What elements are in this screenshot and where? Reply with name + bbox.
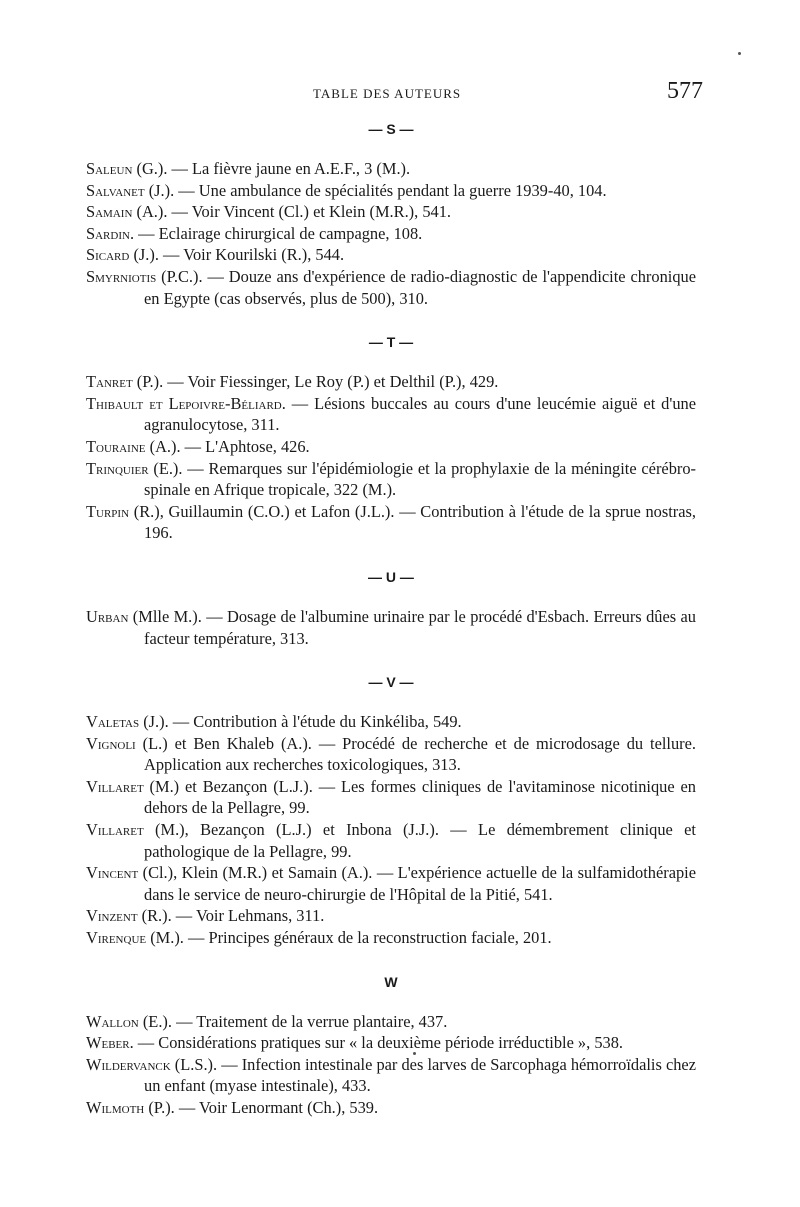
entry-text: . — Lésions buccales au cours d'une leucémie aiguë et d'une agranulocytose, 311. bbox=[144, 393, 696, 435]
index-entry bbox=[86, 862, 696, 905]
entry-text: (E.). — Traitement de la verrue plantaire, 437. bbox=[138, 1011, 448, 1031]
author-name: Weber bbox=[86, 1033, 130, 1053]
index-entry bbox=[86, 1097, 696, 1119]
entry-text: (Cl.), Klein (M.R.) et Samain (A.). — L'expérience actuelle de la sulfamidothérapie dans le service de neuro-chirurgie de l'Hôpital de la Pitié, 541. bbox=[138, 863, 696, 904]
author-name: Touraine bbox=[86, 436, 146, 456]
running-head: TABLE DES AUTEURS bbox=[313, 86, 462, 101]
author-name: Saleun bbox=[86, 159, 133, 178]
entry-text: . — Eclairage chirurgical de campagne, 108. bbox=[129, 223, 423, 243]
entry-text: (M.), Bezançon (L.J.) et Inbona (J.J.). — Le démembrement clinique et pathologique de la Pellagre, 99. bbox=[143, 820, 696, 861]
author-name: Smyrniotis bbox=[86, 266, 157, 286]
author-name: Urban bbox=[86, 606, 129, 626]
section-heading-s: — S — bbox=[368, 121, 414, 137]
paper-speck bbox=[413, 1052, 416, 1055]
index-entry bbox=[86, 371, 696, 393]
entry-text: (L.S.). — Infection intestinale par des larves de Sarcophaga hémorroïdalis chez un enfant (myase intestinale), 433. bbox=[144, 1054, 696, 1096]
entry-text: (J.). — Contribution à l'étude du Kinkéliba, 549. bbox=[139, 712, 462, 732]
index-entry bbox=[86, 711, 696, 733]
author-name: Villaret bbox=[86, 776, 144, 796]
author-name: Vinzent bbox=[86, 906, 138, 926]
index-entry bbox=[86, 733, 696, 776]
section-s-entries bbox=[86, 158, 696, 309]
author-name: Valetas bbox=[86, 712, 140, 732]
entry-text: (P.C.). — Douze ans d'expérience de radio-diagnostic de l'appendicite chronique en Egypte (cas observés, plus de 500), 310. bbox=[144, 266, 696, 308]
index-entry bbox=[86, 393, 696, 436]
section-heading-w: W bbox=[384, 973, 398, 990]
paper-speck bbox=[738, 52, 741, 55]
author-name: Thibault et Lepoivre-Béliard bbox=[86, 393, 282, 413]
entry-text: (L.) et Ben Khaleb (A.). — Procédé de recherche et de microdosage du tellure. Application aux recherches toxicologiques, 313. bbox=[135, 733, 696, 775]
author-name: Sardin bbox=[86, 223, 130, 243]
author-name: Turpin bbox=[86, 501, 130, 521]
author-name: Wildervanck bbox=[86, 1054, 171, 1074]
author-name: Villaret bbox=[86, 820, 144, 840]
author-name: Virenque bbox=[86, 928, 147, 948]
entry-text: (P.). — Voir Fiessinger, Le Roy (P.) et Delthil (P.), 429. bbox=[132, 372, 499, 392]
index-entry bbox=[86, 201, 696, 223]
entry-text: (R.). — Voir Lehmans, 311. bbox=[137, 906, 325, 926]
page-number: 577 bbox=[667, 78, 703, 104]
index-entry bbox=[86, 501, 696, 544]
index-entry bbox=[86, 1011, 696, 1033]
entry-text: (M.). — Principes généraux de la reconstruction faciale, 201. bbox=[146, 928, 552, 948]
entry-text: (J.). — Voir Kourilski (R.), 544. bbox=[129, 245, 345, 265]
author-name: Samain bbox=[86, 202, 133, 222]
section-heading-v: — V — bbox=[368, 674, 414, 691]
author-name: Tanret bbox=[86, 372, 133, 392]
index-entry bbox=[86, 223, 696, 245]
page-header bbox=[0, 78, 800, 108]
author-name: Vincent bbox=[86, 863, 139, 883]
entry-text: (A.). — Voir Vincent (Cl.) et Klein (M.R.), 541. bbox=[132, 202, 452, 222]
index-entry bbox=[86, 158, 696, 180]
entry-text: (M.) et Bezançon (L.J.). — Les formes cliniques de l'avitaminose nicotinique en dehors de la Pellagre, 99. bbox=[143, 776, 696, 818]
section-w-entries bbox=[86, 1011, 696, 1119]
section-t-entries bbox=[86, 371, 696, 544]
section-heading-t: — T — bbox=[368, 334, 414, 351]
author-name: Trinquier bbox=[86, 458, 149, 478]
index-entry bbox=[86, 1032, 696, 1054]
index-entry bbox=[86, 606, 696, 649]
section-v-entries bbox=[86, 711, 696, 949]
entry-text: (J.). — Une ambulance de spécialités pendant la guerre 1939-40, 104. bbox=[144, 180, 607, 200]
section-heading-u: — U — bbox=[368, 568, 414, 585]
entry-text: (Mlle M.). — Dosage de l'albumine urinaire par le procédé d'Esbach. Erreurs dûes au facteur température, 313. bbox=[128, 606, 696, 648]
author-name: Vignoli bbox=[86, 733, 136, 753]
entry-text: (P.). — Voir Lenormant (Ch.), 539. bbox=[144, 1098, 379, 1117]
section-u-entries bbox=[86, 606, 696, 649]
index-entry bbox=[86, 927, 696, 949]
index-entry bbox=[86, 776, 696, 819]
entry-text: (G.). — La fièvre jaune en A.E.F., 3 (M.). bbox=[132, 159, 411, 178]
index-entry bbox=[86, 266, 696, 309]
index-entry bbox=[86, 244, 696, 266]
entry-text: (A.). — L'Aphtose, 426. bbox=[145, 436, 310, 456]
index-entry bbox=[86, 180, 696, 202]
entry-text: (E.). — Remarques sur l'épidémiologie et la prophylaxie de la méningite cérébro-spinale en Afrique tropicale, 322 (M.). bbox=[144, 458, 696, 500]
author-index bbox=[86, 116, 696, 1119]
index-entry bbox=[86, 458, 696, 501]
index-entry bbox=[86, 1054, 696, 1097]
author-name: Sicard bbox=[86, 245, 130, 265]
index-entry bbox=[86, 905, 696, 927]
author-name: Wallon bbox=[86, 1011, 139, 1031]
entry-text: . — Considérations pratiques sur « la deuxième période irréductible », 538. bbox=[129, 1033, 624, 1053]
author-name: Wilmoth bbox=[86, 1098, 145, 1117]
entry-text: (R.), Guillaumin (C.O.) et Lafon (J.L.). — Contribution à l'étude de la sprue nostras, 196. bbox=[129, 501, 696, 543]
index-entry bbox=[86, 436, 696, 458]
author-name: Salvanet bbox=[86, 180, 145, 200]
index-entry bbox=[86, 819, 696, 862]
